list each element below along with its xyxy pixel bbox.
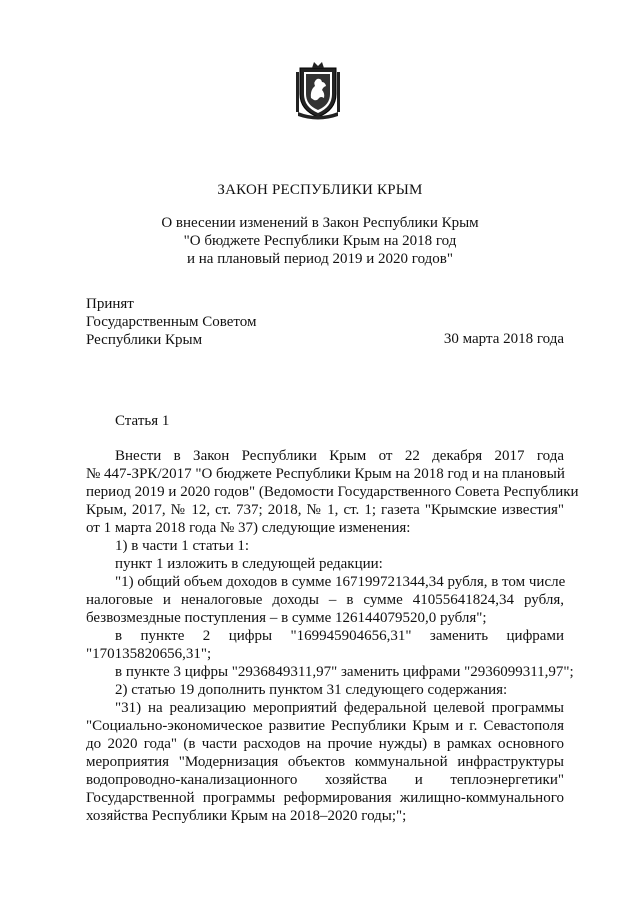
body-line: от 1 марта 2018 года № 37) следующие изменения:: [86, 520, 411, 536]
body-line: водопроводно-канализационного хозяйства и теплоэнергетики": [86, 772, 564, 788]
body-line: пункт 1 изложить в следующей редакции:: [115, 556, 383, 572]
crimea-coat-of-arms-icon: [294, 60, 342, 120]
body-line: хозяйства Республики Крым на 2018–2020 годы;";: [86, 808, 407, 824]
article-body: [86, 447, 579, 825]
body-line: "Социально-экономическое развитие Республики Крым и г. Севастополя: [86, 718, 564, 734]
adoption-line: Республики Крым: [86, 332, 203, 348]
body-line: "31) на реализацию мероприятий федеральной целевой программы: [115, 700, 564, 716]
article-title: Статья 1: [115, 413, 170, 429]
body-line: период 2019 и 2020 годов" (Ведомости Государственного Совета Республики: [86, 484, 579, 500]
body-line: налоговые и неналоговые доходы – в сумме 41055641824,34 рубля,: [86, 592, 564, 608]
body-line: до 2020 года" (в части расходов на прочие нужды) в рамках основного: [86, 736, 564, 752]
law-title: ЗАКОН РЕСПУБЛИКИ КРЫМ: [217, 182, 423, 198]
body-line: в пункте 2 цифры "169945904656,31" заменить цифрами: [115, 628, 564, 644]
body-line: в пункте 3 цифры "2936849311,97" заменить цифрами "2936099311,97";: [115, 664, 574, 680]
body-line: № 447-ЗРК/2017 "О бюджете Республики Крым на 2018 год и на плановый: [86, 466, 565, 482]
adoption-line: Принят: [86, 296, 134, 312]
subtitle-line: О внесении изменений в Закон Республики Крым: [161, 215, 479, 231]
adoption-line: Государственным Советом: [86, 314, 257, 330]
body-line: 1) в части 1 статьи 1:: [115, 538, 250, 554]
body-line: безвозмездные поступления – в сумме 126144079520,0 рубля";: [86, 610, 487, 626]
body-line: "1) общий объем доходов в сумме 167199721344,34 рубля, в том числе: [115, 574, 566, 590]
body-line: мероприятия "Модернизация объектов коммунальной инфраструктуры: [86, 754, 564, 770]
body-line: "170135820656,31";: [86, 646, 212, 662]
subtitle-line: и на плановый период 2019 и 2020 годов": [187, 251, 453, 267]
body-line: Государственной программы реформирования жилищно-коммунального: [86, 790, 564, 806]
adoption-block: [86, 295, 257, 349]
body-line: Внести в Закон Республики Крым от 22 декабря 2017 года: [115, 448, 564, 464]
adoption-date: 30 марта 2018 года: [443, 331, 564, 347]
body-line: 2) статью 19 дополнить пунктом 31 следующего содержания:: [115, 682, 508, 698]
body-line: Крым, 2017, № 12, ст. 737; 2018, № 1, ст. 1; газета "Крымские известия": [86, 502, 564, 518]
subtitle-line: "О бюджете Республики Крым на 2018 год: [183, 233, 457, 249]
law-subtitle: [0, 214, 640, 268]
